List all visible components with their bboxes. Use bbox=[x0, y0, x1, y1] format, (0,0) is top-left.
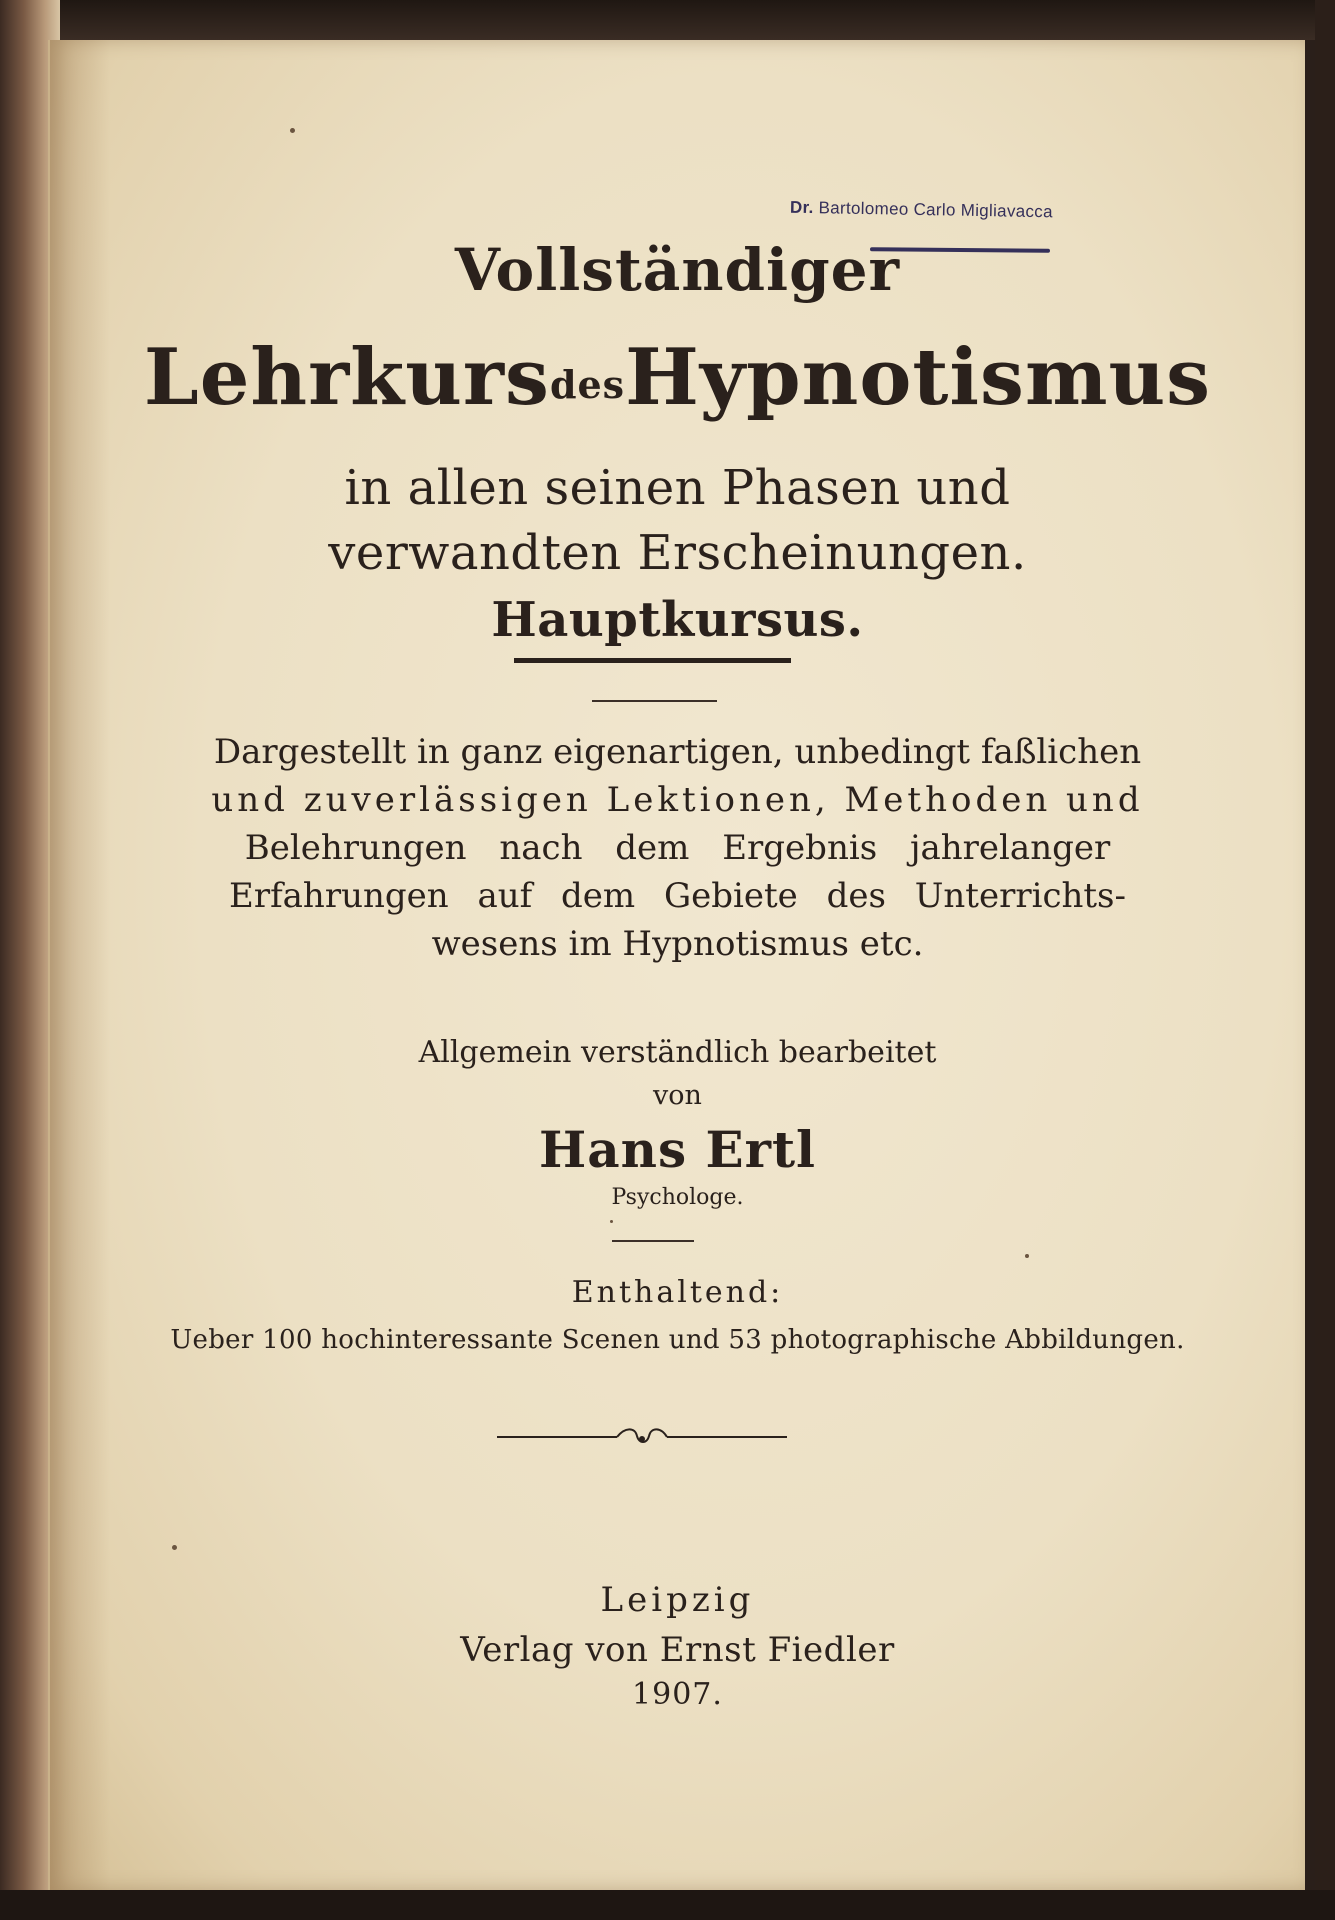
title-line-1: Vollständiger bbox=[454, 236, 901, 304]
paper-speck bbox=[610, 1220, 613, 1223]
paper-speck bbox=[172, 1545, 177, 1550]
ornament-divider bbox=[497, 1422, 787, 1452]
title-line-3: in allen seinen Phasen und bbox=[344, 460, 1011, 516]
imprint-place: Leipzig bbox=[600, 1580, 755, 1620]
paper-speck bbox=[1025, 1254, 1029, 1258]
title-underline bbox=[514, 658, 791, 663]
editor-credit: Allgemein verständlich bearbeitet bbox=[418, 1035, 937, 1070]
divider-rule-2 bbox=[612, 1240, 694, 1242]
imprint-year: 1907. bbox=[632, 1677, 723, 1712]
description-line-1: Dargestellt in ganz eigenartigen, unbedingt faßlichen bbox=[213, 732, 1142, 772]
contents-text: Ueber 100 hochinteressante Scenen und 53 photographische Abbildungen. bbox=[170, 1325, 1185, 1355]
title-line-4: verwandten Erscheinungen. bbox=[328, 525, 1027, 581]
book-edge-right bbox=[1315, 0, 1335, 1920]
author-title: Psychologe. bbox=[611, 1185, 744, 1210]
description-line-3: Belehrungen nach dem Ergebnis jahrelanger bbox=[244, 828, 1111, 868]
title-line-5: Hauptkursus. bbox=[491, 592, 864, 648]
description-line-4: Erfahrungen auf dem Gebiete des Unterrichts- bbox=[229, 876, 1126, 916]
title-word-lehrkurs: Lehrkurs bbox=[143, 332, 550, 423]
imprint-publisher: Verlag von Ernst Fiedler bbox=[460, 1630, 895, 1670]
title-page bbox=[48, 40, 1305, 1890]
owner-stamp-name: Bartolomeo Carlo Migliavacca bbox=[818, 198, 1053, 222]
description-line-5: wesens im Hypnotismus etc. bbox=[431, 924, 924, 964]
book-edge-top bbox=[0, 0, 1335, 40]
paper-speck bbox=[290, 128, 295, 133]
credit-von: von bbox=[653, 1080, 702, 1111]
owner-stamp bbox=[790, 198, 1053, 223]
owner-stamp-prefix: Dr. bbox=[789, 197, 814, 218]
description-line-2: und zuverlässigen Lektionen, Methoden und bbox=[211, 780, 1144, 820]
title-word-des: des bbox=[549, 362, 626, 407]
divider-rule-1 bbox=[592, 700, 717, 702]
contents-label: Enthaltend: bbox=[571, 1275, 784, 1310]
author-name: Hans Ertl bbox=[538, 1120, 817, 1179]
book-edge-bottom bbox=[0, 1890, 1335, 1920]
title-word-hypnotismus: Hypnotismus bbox=[625, 332, 1212, 423]
title-line-2 bbox=[50, 332, 1305, 423]
